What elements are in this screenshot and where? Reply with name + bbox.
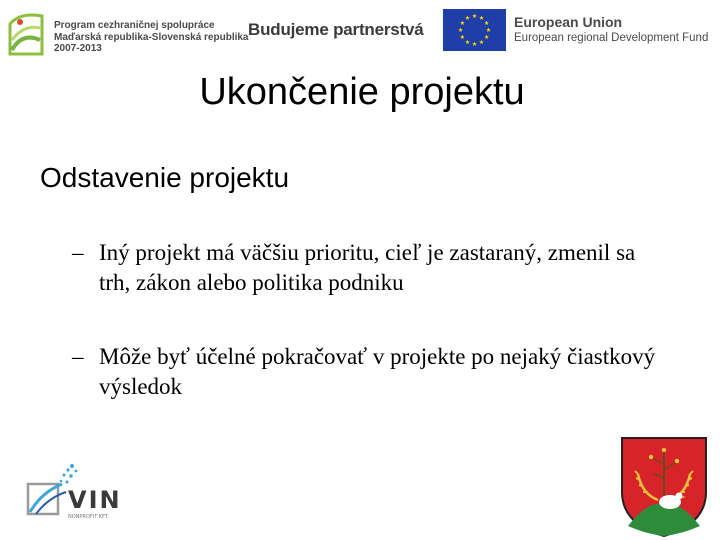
header — [0, 0, 720, 66]
program-line-1: Program cezhraničnej spolupráce — [54, 20, 215, 31]
vin-logo-subtext: NONPROFIT KFT. — [68, 514, 109, 520]
dash-marker: – — [72, 240, 84, 265]
vin-logo-text: VIN — [68, 486, 122, 514]
main-bullet: Odstavenie projektu — [40, 162, 290, 193]
sub-bullet-1 — [72, 238, 672, 298]
eu-title: European Union — [514, 14, 623, 30]
dash-marker: – — [72, 344, 84, 369]
slide-title-text: Ukončenie projektu — [199, 71, 525, 113]
program-logo — [8, 8, 249, 62]
program-line-3: 2007-2013 — [54, 43, 102, 54]
vin-logo — [22, 462, 147, 534]
sub-bullet-text: Môže byť účelné pokračovať v projekte po nejaký čiastkový výsledok — [99, 344, 656, 399]
program-text — [54, 20, 249, 55]
sub-bullet-text: Iný projekt má väčšiu prioritu, cieľ je zastaraný, zmenil sa trh, zákon alebo politika podniku — [99, 240, 636, 295]
program-emblem-icon — [8, 10, 44, 56]
eu-flag-icon — [443, 9, 506, 51]
coat-of-arms-icon — [618, 434, 710, 538]
eu-subtitle: European regional Development Fund — [514, 32, 709, 44]
sub-bullet-2 — [72, 342, 672, 402]
slide-title — [0, 66, 720, 118]
program-line-2: Maďarská republika-Slovenská republika — [54, 31, 249, 43]
partnership-slogan: Budujeme partnerstvá — [248, 20, 424, 39]
